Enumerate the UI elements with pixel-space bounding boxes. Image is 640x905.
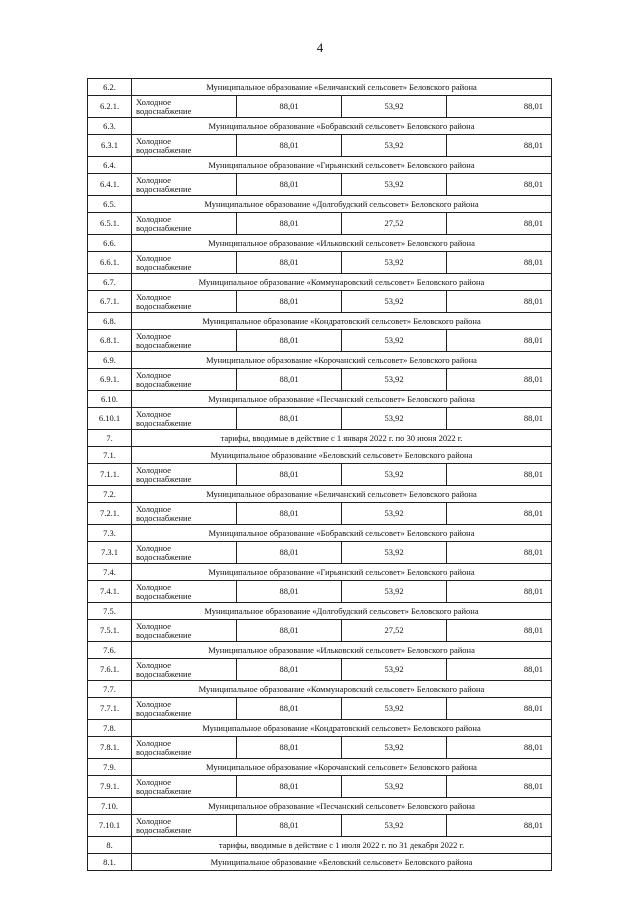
row-number: 7.7.1. xyxy=(88,698,132,720)
section-title: Муниципальное образование «Коммунаровский сельсовет» Беловского района xyxy=(132,274,552,291)
tariff-value-1: 88,01 xyxy=(237,620,342,642)
section-title: тарифы, вводимые в действие с 1 июля 2022 г. по 31 декабря 2022 г. xyxy=(132,837,552,854)
tariff-value-row xyxy=(88,776,552,798)
section-header-row xyxy=(88,274,552,291)
service-name xyxy=(132,581,237,603)
tariff-value-3: 88,01 xyxy=(447,542,552,564)
tariff-value-3: 88,01 xyxy=(447,698,552,720)
row-number: 6.10.1 xyxy=(88,408,132,430)
section-header-row xyxy=(88,759,552,776)
section-title: тарифы, вводимые в действие с 1 января 2022 г. по 30 июня 2022 г. xyxy=(132,430,552,447)
service-name-line2: водоснабжение xyxy=(136,183,192,194)
tariff-value-row xyxy=(88,659,552,681)
row-number: 7.7. xyxy=(88,681,132,698)
row-number: 7.10. xyxy=(88,798,132,815)
row-number: 6.9. xyxy=(88,352,132,369)
tariff-value-1: 88,01 xyxy=(237,776,342,798)
tariff-value-row xyxy=(88,464,552,486)
tariff-value-row xyxy=(88,291,552,313)
tariff-value-row xyxy=(88,135,552,157)
row-number: 7.3.1 xyxy=(88,542,132,564)
section-title: Муниципальное образование «Корочанский сельсовет» Беловского района xyxy=(132,759,552,776)
tariff-value-row xyxy=(88,542,552,564)
tariff-value-3: 88,01 xyxy=(447,135,552,157)
tariff-value-3: 88,01 xyxy=(447,581,552,603)
section-title: Муниципальное образование «Коммунаровский сельсовет» Беловского района xyxy=(132,681,552,698)
tariff-value-2: 53,92 xyxy=(342,408,447,430)
tariff-value-3: 88,01 xyxy=(447,503,552,525)
tariff-value-row xyxy=(88,503,552,525)
tariff-value-row xyxy=(88,252,552,274)
tariff-value-3: 88,01 xyxy=(447,620,552,642)
section-title: Муниципальное образование «Песчанский сельсовет» Беловского района xyxy=(132,391,552,408)
row-number: 6.9.1. xyxy=(88,369,132,391)
row-number: 6.5.1. xyxy=(88,213,132,235)
section-header-row xyxy=(88,313,552,330)
service-name xyxy=(132,408,237,430)
tariff-value-2: 53,92 xyxy=(342,252,447,274)
row-number: 6.3. xyxy=(88,118,132,135)
tariff-value-2: 53,92 xyxy=(342,737,447,759)
tariff-value-2: 53,92 xyxy=(342,330,447,352)
service-name xyxy=(132,776,237,798)
tariff-value-2: 53,92 xyxy=(342,174,447,196)
row-number: 7.2.1. xyxy=(88,503,132,525)
tariff-value-1: 88,01 xyxy=(237,464,342,486)
tariff-value-row xyxy=(88,815,552,837)
section-header-row xyxy=(88,837,552,854)
service-name-line2: водоснабжение xyxy=(136,144,192,155)
tariff-value-1: 88,01 xyxy=(237,659,342,681)
service-name-line2: водоснабжение xyxy=(136,300,192,311)
tariff-value-3: 88,01 xyxy=(447,330,552,352)
tariff-value-row xyxy=(88,408,552,430)
section-header-row xyxy=(88,79,552,96)
section-header-row xyxy=(88,391,552,408)
service-name-line2: водоснабжение xyxy=(136,590,192,601)
row-number: 6.2. xyxy=(88,79,132,96)
service-name-line1: Холодное xyxy=(136,369,171,380)
row-number: 7.6. xyxy=(88,642,132,659)
tariff-value-2: 53,92 xyxy=(342,369,447,391)
section-title: Муниципальное образование «Бобравский сельсовет» Беловского района xyxy=(132,118,552,135)
service-name xyxy=(132,330,237,352)
row-number: 8.1. xyxy=(88,854,132,871)
row-number: 7.9.1. xyxy=(88,776,132,798)
section-title: Муниципальное образование «Беловский сельсовет» Беловского района xyxy=(132,854,552,871)
section-header-row xyxy=(88,430,552,447)
row-number: 8. xyxy=(88,837,132,854)
row-number: 6.5. xyxy=(88,196,132,213)
service-name-line2: водоснабжение xyxy=(136,707,192,718)
row-number: 6.4.1. xyxy=(88,174,132,196)
service-name-line1: Холодное xyxy=(136,408,171,419)
row-number: 6.4. xyxy=(88,157,132,174)
service-name-line2: водоснабжение xyxy=(136,824,192,835)
tariff-value-1: 88,01 xyxy=(237,698,342,720)
section-header-row xyxy=(88,854,552,871)
row-number: 6.7. xyxy=(88,274,132,291)
tariff-value-1: 88,01 xyxy=(237,252,342,274)
section-header-row xyxy=(88,447,552,464)
tariff-value-1: 88,01 xyxy=(237,581,342,603)
section-title: Муниципальное образование «Ильковский сельсовет» Беловского района xyxy=(132,642,552,659)
tariff-value-2: 53,92 xyxy=(342,135,447,157)
section-header-row xyxy=(88,681,552,698)
tariff-value-2: 27,52 xyxy=(342,213,447,235)
section-title: Муниципальное образование «Беличанский сельсовет» Беловского района xyxy=(132,79,552,96)
tariff-value-3: 88,01 xyxy=(447,369,552,391)
service-name xyxy=(132,815,237,837)
section-title: Муниципальное образование «Беличанский сельсовет» Беловского района xyxy=(132,486,552,503)
service-name-line1: Холодное xyxy=(136,698,171,709)
row-number: 6.3.1 xyxy=(88,135,132,157)
service-name-line2: водоснабжение xyxy=(136,261,192,272)
service-name xyxy=(132,464,237,486)
service-name-line2: водоснабжение xyxy=(136,512,192,523)
service-name-line1: Холодное xyxy=(136,737,171,748)
service-name xyxy=(132,213,237,235)
service-name xyxy=(132,174,237,196)
section-title: Муниципальное образование «Гирьянский сельсовет» Беловского района xyxy=(132,564,552,581)
tariff-value-2: 53,92 xyxy=(342,776,447,798)
tariff-value-3: 88,01 xyxy=(447,291,552,313)
service-name xyxy=(132,369,237,391)
tariff-value-3: 88,01 xyxy=(447,408,552,430)
row-number: 6.6.1. xyxy=(88,252,132,274)
service-name xyxy=(132,252,237,274)
service-name-line2: водоснабжение xyxy=(136,746,192,757)
tariff-value-2: 53,92 xyxy=(342,659,447,681)
tariff-value-1: 88,01 xyxy=(237,542,342,564)
tariff-value-row xyxy=(88,581,552,603)
service-name-line1: Холодное xyxy=(136,503,171,514)
service-name-line1: Холодное xyxy=(136,620,171,631)
service-name xyxy=(132,135,237,157)
tariff-value-1: 88,01 xyxy=(237,408,342,430)
section-title: Муниципальное образование «Ильковский сельсовет» Беловского района xyxy=(132,235,552,252)
service-name-line2: водоснабжение xyxy=(136,222,192,233)
service-name-line1: Холодное xyxy=(136,252,171,263)
tariff-value-3: 88,01 xyxy=(447,815,552,837)
tariff-value-1: 88,01 xyxy=(237,135,342,157)
tariff-value-row xyxy=(88,737,552,759)
tariff-value-1: 88,01 xyxy=(237,369,342,391)
service-name-line1: Холодное xyxy=(136,581,171,592)
tariff-value-3: 88,01 xyxy=(447,174,552,196)
service-name-line1: Холодное xyxy=(136,659,171,670)
service-name-line1: Холодное xyxy=(136,464,171,475)
tariff-table-body xyxy=(88,79,552,871)
tariff-value-1: 88,01 xyxy=(237,815,342,837)
service-name-line1: Холодное xyxy=(136,96,171,107)
section-title: Муниципальное образование «Долгобудский сельсовет» Беловского района xyxy=(132,603,552,620)
section-header-row xyxy=(88,157,552,174)
tariff-value-2: 27,52 xyxy=(342,620,447,642)
service-name xyxy=(132,291,237,313)
row-number: 6.8.1. xyxy=(88,330,132,352)
service-name xyxy=(132,659,237,681)
section-header-row xyxy=(88,525,552,542)
service-name-line1: Холодное xyxy=(136,776,171,787)
section-title: Муниципальное образование «Бобравский сельсовет» Беловского района xyxy=(132,525,552,542)
tariff-value-3: 88,01 xyxy=(447,464,552,486)
section-header-row xyxy=(88,798,552,815)
service-name-line1: Холодное xyxy=(136,174,171,185)
tariff-table xyxy=(87,78,552,871)
tariff-value-2: 53,92 xyxy=(342,96,447,118)
tariff-value-3: 88,01 xyxy=(447,213,552,235)
row-number: 7.6.1. xyxy=(88,659,132,681)
section-header-row xyxy=(88,642,552,659)
tariff-value-1: 88,01 xyxy=(237,503,342,525)
service-name xyxy=(132,737,237,759)
tariff-value-1: 88,01 xyxy=(237,213,342,235)
row-number: 6.7.1. xyxy=(88,291,132,313)
service-name xyxy=(132,96,237,118)
tariff-value-1: 88,01 xyxy=(237,330,342,352)
tariff-value-row xyxy=(88,698,552,720)
row-number: 7.9. xyxy=(88,759,132,776)
row-number: 7.8. xyxy=(88,720,132,737)
tariff-value-2: 53,92 xyxy=(342,581,447,603)
tariff-value-3: 88,01 xyxy=(447,96,552,118)
row-number: 7.10.1 xyxy=(88,815,132,837)
service-name xyxy=(132,698,237,720)
section-title: Муниципальное образование «Гирьянский сельсовет» Беловского района xyxy=(132,157,552,174)
tariff-value-2: 53,92 xyxy=(342,698,447,720)
tariff-value-1: 88,01 xyxy=(237,174,342,196)
row-number: 7.8.1. xyxy=(88,737,132,759)
tariff-value-1: 88,01 xyxy=(237,96,342,118)
row-number: 6.2.1. xyxy=(88,96,132,118)
section-header-row xyxy=(88,118,552,135)
tariff-value-row xyxy=(88,330,552,352)
tariff-value-3: 88,01 xyxy=(447,252,552,274)
row-number: 7.1.1. xyxy=(88,464,132,486)
service-name-line2: водоснабжение xyxy=(136,473,192,484)
service-name xyxy=(132,542,237,564)
service-name-line2: водоснабжение xyxy=(136,629,192,640)
tariff-value-2: 53,92 xyxy=(342,464,447,486)
tariff-value-2: 53,92 xyxy=(342,503,447,525)
tariff-value-row xyxy=(88,369,552,391)
tariff-value-3: 88,01 xyxy=(447,776,552,798)
row-number: 6.6. xyxy=(88,235,132,252)
tariff-value-1: 88,01 xyxy=(237,737,342,759)
section-title: Муниципальное образование «Беловский сельсовет» Беловского района xyxy=(132,447,552,464)
row-number: 7.5. xyxy=(88,603,132,620)
tariff-value-1: 88,01 xyxy=(237,291,342,313)
service-name-line2: водоснабжение xyxy=(136,339,192,350)
row-number: 7.4.1. xyxy=(88,581,132,603)
service-name-line1: Холодное xyxy=(136,330,171,341)
section-header-row xyxy=(88,196,552,213)
tariff-value-2: 53,92 xyxy=(342,542,447,564)
service-name-line2: водоснабжение xyxy=(136,668,192,679)
service-name-line2: водоснабжение xyxy=(136,551,192,562)
section-header-row xyxy=(88,235,552,252)
service-name-line1: Холодное xyxy=(136,542,171,553)
section-header-row xyxy=(88,352,552,369)
section-header-row xyxy=(88,720,552,737)
tariff-value-2: 53,92 xyxy=(342,815,447,837)
section-title: Муниципальное образование «Кондратовский сельсовет» Беловского района xyxy=(132,313,552,330)
service-name-line1: Холодное xyxy=(136,291,171,302)
service-name-line2: водоснабжение xyxy=(136,785,192,796)
section-title: Муниципальное образование «Кондратовский сельсовет» Беловского района xyxy=(132,720,552,737)
section-title: Муниципальное образование «Корочанский сельсовет» Беловского района xyxy=(132,352,552,369)
service-name xyxy=(132,620,237,642)
row-number: 7.4. xyxy=(88,564,132,581)
service-name-line1: Холодное xyxy=(136,135,171,146)
row-number: 6.10. xyxy=(88,391,132,408)
service-name-line1: Холодное xyxy=(136,815,171,826)
section-title: Муниципальное образование «Долгобудский сельсовет» Беловского района xyxy=(132,196,552,213)
section-header-row xyxy=(88,603,552,620)
service-name xyxy=(132,503,237,525)
section-header-row xyxy=(88,486,552,503)
service-name-line2: водоснабжение xyxy=(136,417,192,428)
tariff-value-row xyxy=(88,96,552,118)
row-number: 7.3. xyxy=(88,525,132,542)
tariff-value-2: 53,92 xyxy=(342,291,447,313)
row-number: 7.5.1. xyxy=(88,620,132,642)
row-number: 6.8. xyxy=(88,313,132,330)
tariff-value-row xyxy=(88,620,552,642)
section-title: Муниципальное образование «Песчанский сельсовет» Беловского района xyxy=(132,798,552,815)
service-name-line2: водоснабжение xyxy=(136,378,192,389)
page-number: 4 xyxy=(316,40,324,55)
tariff-value-row xyxy=(88,213,552,235)
service-name-line1: Холодное xyxy=(136,213,171,224)
row-number: 7.1. xyxy=(88,447,132,464)
row-number: 7. xyxy=(88,430,132,447)
section-header-row xyxy=(88,564,552,581)
row-number: 7.2. xyxy=(88,486,132,503)
tariff-value-3: 88,01 xyxy=(447,737,552,759)
tariff-value-3: 88,01 xyxy=(447,659,552,681)
service-name-line2: водоснабжение xyxy=(136,105,192,116)
tariff-value-row xyxy=(88,174,552,196)
